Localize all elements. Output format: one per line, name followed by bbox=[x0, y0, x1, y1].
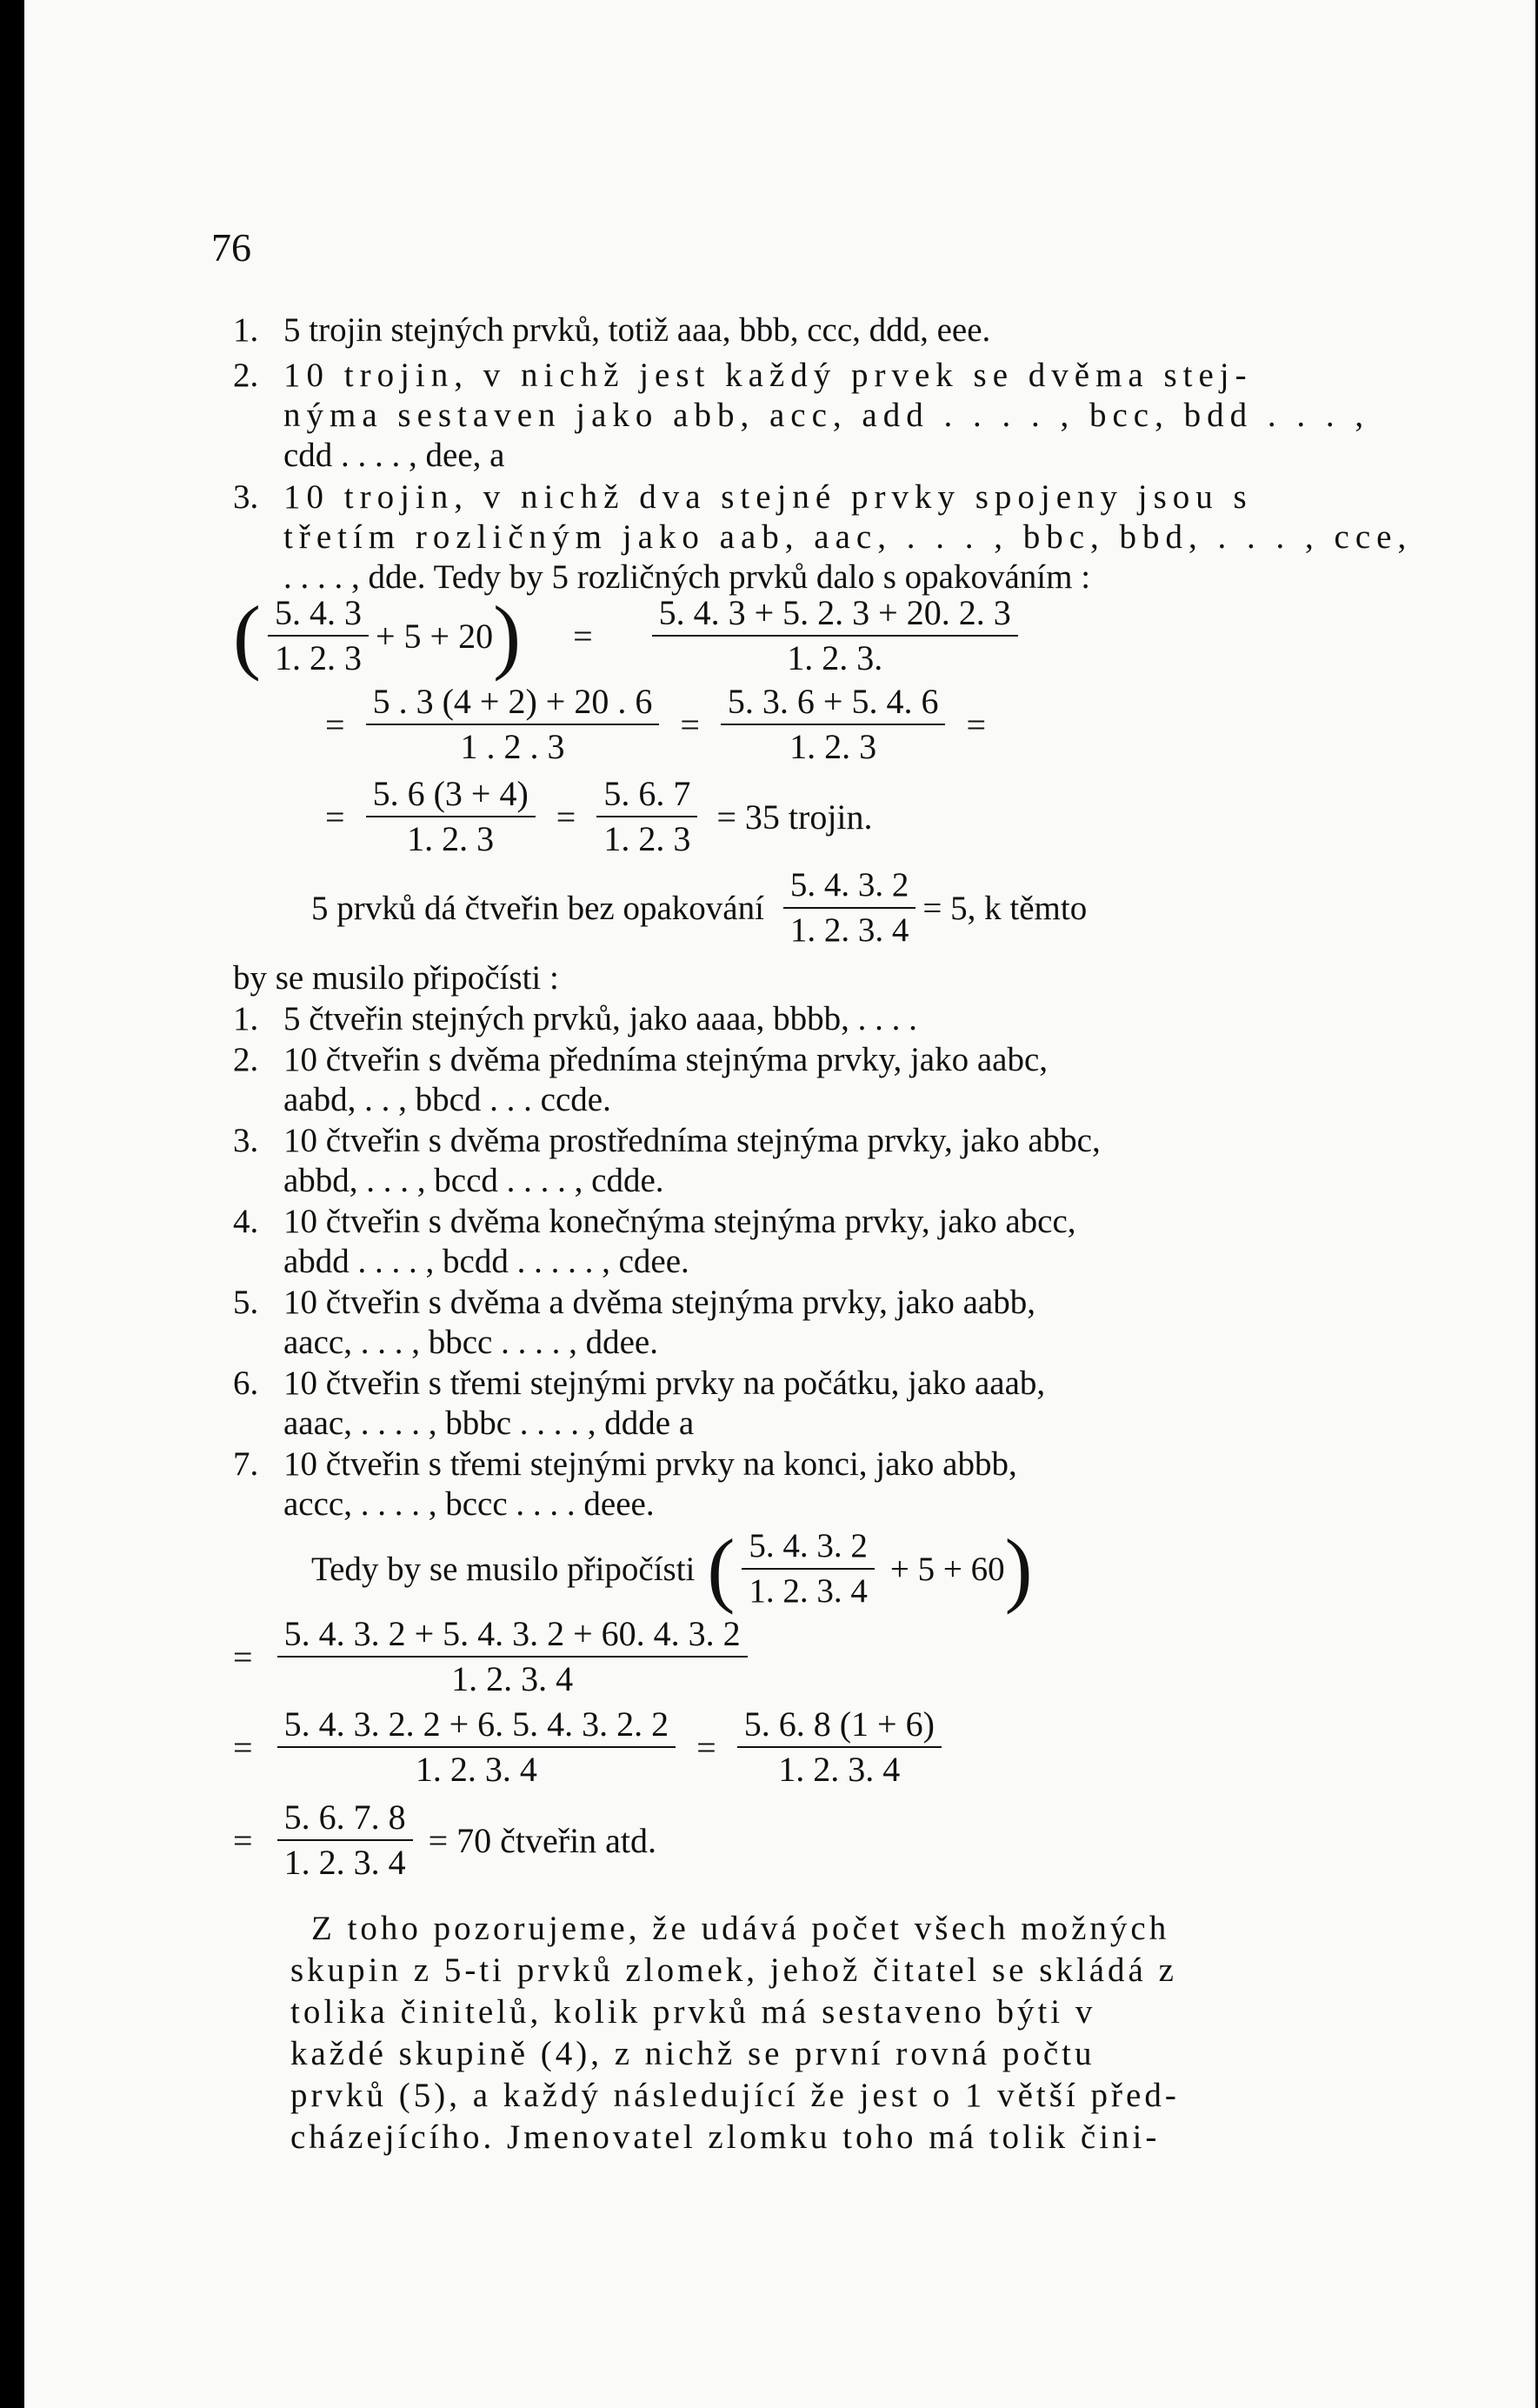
fraction bbox=[277, 1704, 676, 1790]
left-paren: ( bbox=[707, 1522, 736, 1615]
equation-5 bbox=[311, 1522, 1033, 1615]
equation-7 bbox=[233, 1704, 949, 1790]
item-text: 10 čtveřin s třemi stejnými prvky na konci, jako abbb, bbox=[283, 1445, 1017, 1483]
item-number: 1. bbox=[233, 311, 259, 349]
equals-sign: = bbox=[233, 1727, 253, 1767]
fraction bbox=[596, 774, 697, 859]
denominator: 1. 2. 3 bbox=[407, 819, 495, 858]
item-number: 5. bbox=[233, 1284, 259, 1321]
list2-item-7 bbox=[233, 1445, 1017, 1484]
item-number: 2. bbox=[233, 1041, 259, 1078]
numerator: 5. 4. 3. 2. 2 + 6. 5. 4. 3. 2. 2 bbox=[277, 1704, 676, 1748]
equals-sign: = bbox=[233, 1820, 253, 1860]
book-page bbox=[24, 0, 1535, 2408]
equation-1 bbox=[233, 589, 1025, 682]
denominator: 1. 2. 3. 4 bbox=[789, 911, 909, 949]
numerator: 5. 6. 7 bbox=[596, 774, 697, 817]
item-number: 1. bbox=[233, 1000, 259, 1037]
item-text: 10 trojin, v nichž jest každý prvek se dvěma stej- bbox=[283, 357, 1253, 394]
terms: + 5 + 60 bbox=[889, 1550, 1005, 1588]
denominator: 1. 2. 3. 4 bbox=[749, 1572, 868, 1610]
list2-item-6 bbox=[233, 1364, 1045, 1403]
denominator: 1. 2. 3. bbox=[787, 638, 883, 677]
item-text: 10 čtveřin s dvěma a dvěma stejnýma prvky, jako aabb, bbox=[283, 1284, 1035, 1321]
fraction bbox=[268, 593, 369, 678]
denominator: 1. 2. 3 bbox=[789, 727, 877, 766]
list1-item-1 bbox=[233, 311, 990, 350]
list2-item-2 bbox=[233, 1041, 1048, 1079]
fraction bbox=[783, 865, 916, 951]
item-number: 4. bbox=[233, 1203, 259, 1240]
paragraph-line-2: skupin z 5-ti prvků zlomek, jehož čitatel se skládá z bbox=[290, 1951, 1177, 1989]
equals-sign: = bbox=[325, 797, 345, 837]
eq4-text: 5 prvků dá čtveřin bez opakování bbox=[311, 889, 764, 927]
denominator: 1. 2. 3. 4 bbox=[415, 1750, 537, 1789]
eq5-text: Tedy by se musilo připočísti bbox=[311, 1550, 696, 1588]
numerator: 5. 6. 8 (1 + 6) bbox=[737, 1704, 942, 1748]
numerator: 5. 4. 3 + 5. 2. 3 + 20. 2. 3 bbox=[652, 593, 1018, 637]
numerator: 5. 6 (3 + 4) bbox=[366, 774, 536, 817]
paragraph-line-4: každé skupině (4), z nichž se první rovná počtu bbox=[290, 2035, 1095, 2072]
numerator: 5. 4. 3 bbox=[268, 593, 369, 637]
paragraph-line-6: cházejícího. Jmenovatel zlomku toho má tolik čini- bbox=[290, 2118, 1161, 2156]
fraction bbox=[742, 1526, 875, 1611]
numerator: 5. 4. 3. 2 bbox=[783, 865, 916, 909]
fraction bbox=[737, 1704, 942, 1790]
list2-item-6-line-2: aaac, . . . . , bbbc . . . . , ddde a bbox=[283, 1404, 695, 1442]
numerator: 5. 6. 7. 8 bbox=[277, 1798, 413, 1841]
equals-sign: = bbox=[680, 704, 700, 744]
item-text: 10 trojin, v nichž dva stejné prvky spojeny jsou s bbox=[283, 478, 1253, 516]
list1-item-2-line-3: cdd . . . . , dee, a bbox=[283, 437, 505, 474]
list2-item-1 bbox=[233, 1000, 917, 1038]
terms: + 5 + 20 bbox=[375, 616, 494, 656]
equation-2 bbox=[311, 682, 1000, 767]
list1-item-3 bbox=[233, 478, 1253, 517]
equation-4 bbox=[311, 865, 1087, 951]
item-text: 5 trojin stejných prvků, totiž aaa, bbb, ccc, ddd, eee. bbox=[283, 311, 991, 349]
denominator: 1. 2. 3. 4 bbox=[451, 1659, 574, 1698]
fraction bbox=[277, 1614, 748, 1699]
denominator: 1 . 2 . 3 bbox=[460, 727, 565, 766]
equals-sign: = bbox=[556, 797, 576, 837]
list2-item-7-line-2: accc, . . . . , bccc . . . . deee. bbox=[283, 1485, 655, 1523]
denominator: 1. 2. 3 bbox=[274, 638, 362, 677]
list2-intro: by se musilo připočísti : bbox=[233, 959, 559, 997]
paragraph-line-3: tolika činitelů, kolik prvků má sestaveno býti v bbox=[290, 1993, 1096, 2031]
equation-8 bbox=[233, 1798, 656, 1883]
result-text: = 35 trojin. bbox=[716, 797, 873, 837]
numerator: 5. 3. 6 + 5. 4. 6 bbox=[721, 682, 946, 725]
item-number: 7. bbox=[233, 1445, 259, 1483]
denominator: 1. 2. 3 bbox=[603, 819, 691, 858]
list1-item-3-line-3: . . . . , dde. Tedy by 5 rozličných prvků dalo s opakováním : bbox=[283, 558, 1091, 596]
paragraph-line-5: prvků (5), a každý následující že jest o 1 větší před- bbox=[290, 2077, 1180, 2114]
right-paren: ) bbox=[1004, 1522, 1033, 1615]
item-text: 5 čtveřin stejných prvků, jako aaaa, bbbb, . . . . bbox=[283, 1000, 917, 1037]
fraction bbox=[721, 682, 946, 767]
list2-item-4-line-2: abdd . . . . , bcdd . . . . . , cdee. bbox=[283, 1243, 689, 1280]
item-number: 2. bbox=[233, 357, 259, 394]
item-number: 6. bbox=[233, 1364, 259, 1402]
list1-item-3-line-2: třetím rozličným jako aab, aac, . . . , bbc, bbd, . . . , cce, bbox=[283, 518, 1413, 556]
denominator: 1. 2. 3. 4 bbox=[778, 1750, 901, 1789]
list2-item-5-line-2: aacc, . . . , bbcc . . . . , ddee. bbox=[283, 1324, 658, 1361]
list2-item-3-line-2: abbd, . . . , bccd . . . . , cdde. bbox=[283, 1162, 664, 1199]
page-number: 76 bbox=[211, 225, 251, 270]
equation-3 bbox=[311, 774, 873, 859]
item-text: 10 čtveřin s dvěma předníma stejnýma prvky, jako aabc, bbox=[283, 1041, 1049, 1078]
list2-item-3 bbox=[233, 1122, 1101, 1160]
eq4-tail: = 5, k těmto bbox=[922, 889, 1088, 927]
equals-sign: = bbox=[325, 704, 345, 744]
equals-sign: = bbox=[966, 704, 987, 744]
fraction bbox=[366, 682, 660, 767]
list1-item-2-line-2: nýma sestaven jako abb, acc, add . . . . , bcc, bdd . . . , bbox=[283, 397, 1370, 434]
list1-item-2 bbox=[233, 357, 1253, 395]
item-number: 3. bbox=[233, 1122, 259, 1159]
numerator: 5. 4. 3. 2 bbox=[742, 1526, 875, 1570]
item-text: 10 čtveřin s třemi stejnými prvky na počátku, jako aaab, bbox=[283, 1364, 1046, 1402]
equation-6 bbox=[233, 1614, 755, 1699]
equals-sign: = bbox=[573, 616, 593, 656]
list2-item-5 bbox=[233, 1284, 1035, 1322]
fraction bbox=[652, 593, 1018, 678]
list2-item-4 bbox=[233, 1203, 1076, 1241]
numerator: 5. 4. 3. 2 + 5. 4. 3. 2 + 60. 4. 3. 2 bbox=[277, 1614, 748, 1658]
left-paren: ( bbox=[233, 589, 261, 682]
denominator: 1. 2. 3. 4 bbox=[283, 1843, 406, 1882]
equals-sign: = bbox=[696, 1727, 716, 1767]
item-text: 10 čtveřin s dvěma prostředníma stejnýma prvky, jako abbc, bbox=[283, 1122, 1101, 1159]
item-number: 3. bbox=[233, 478, 259, 516]
item-text: 10 čtveřin s dvěma konečnýma stejnýma prvky, jako abcc, bbox=[283, 1203, 1076, 1240]
result-text: = 70 čtveřin atd. bbox=[428, 1820, 657, 1860]
numerator: 5 . 3 (4 + 2) + 20 . 6 bbox=[366, 682, 660, 725]
right-paren: ) bbox=[493, 589, 522, 682]
equals-sign: = bbox=[233, 1637, 253, 1677]
paragraph-line-1: Z toho pozorujeme, že udává počet všech možných bbox=[311, 1910, 1170, 1947]
list2-item-2-line-2: aabd, . . , bbcd . . . ccde. bbox=[283, 1081, 611, 1118]
fraction bbox=[277, 1798, 413, 1883]
fraction bbox=[366, 774, 536, 859]
